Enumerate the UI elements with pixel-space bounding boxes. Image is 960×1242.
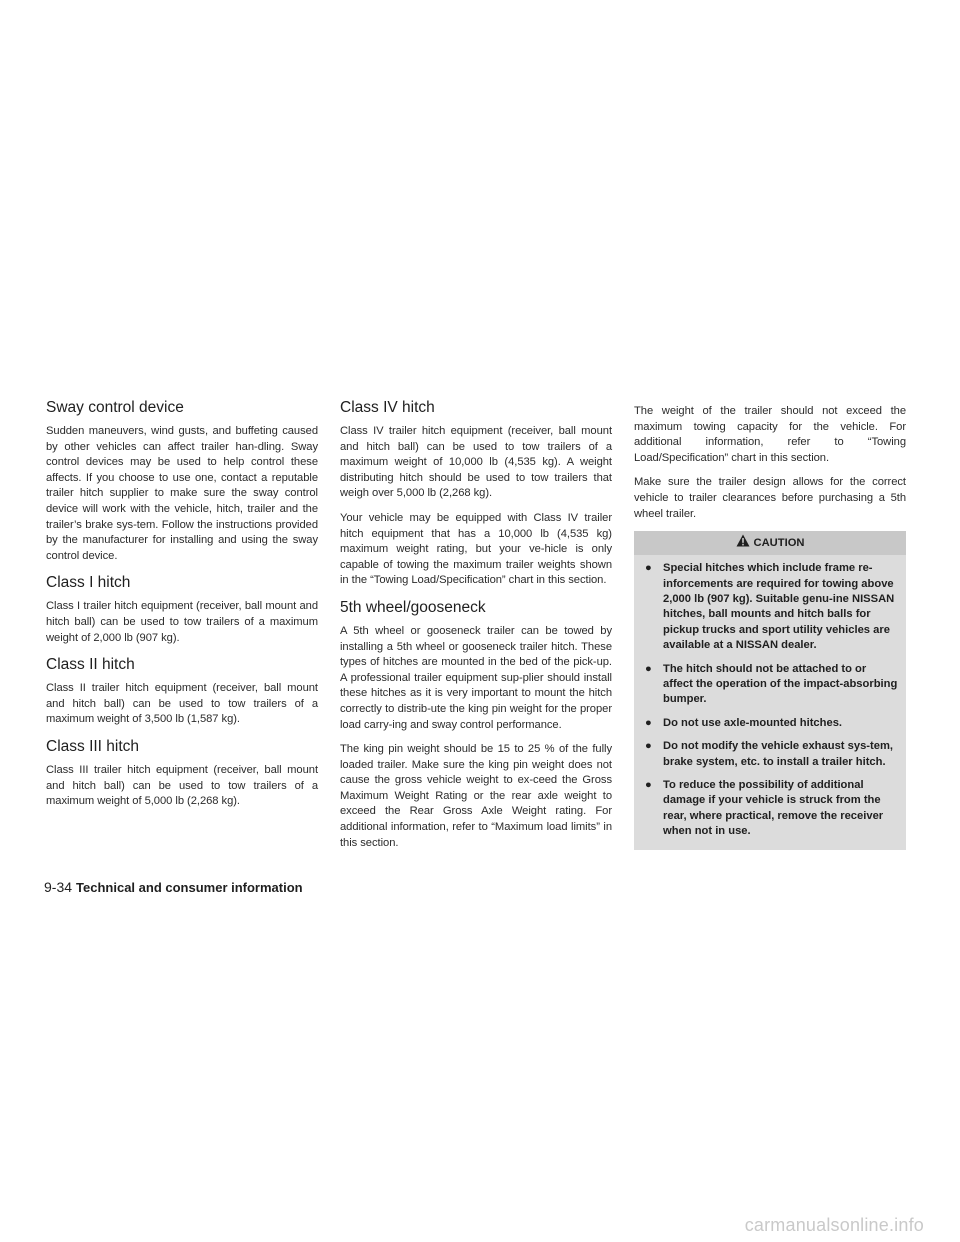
heading-class-3: Class III hitch	[46, 737, 140, 755]
caution-header	[634, 531, 906, 555]
paragraph-trailer-design: Make sure the trailer design allows for the correct vehicle to trailer clearances before purchasing a 5th wheel trailer.	[634, 476, 906, 520]
paragraph-5th-wheel-a: A 5th wheel or gooseneck trailer can be towed by installing a 5th wheel or gooseneck trailer hitch. These types of hitches are mounted in the bed of the pick-up. A professional trailer equipment sup-plier should install these hitches as it is very important to mount the hitch correctly to distrib-ute the king pin weight for the proper load carry-ing and sway control performance.	[340, 624, 612, 731]
bullet-icon: ●	[645, 740, 652, 753]
section-class-1	[46, 573, 318, 646]
bullet-icon: ●	[645, 716, 652, 729]
heading-sway-control: Sway control device	[46, 399, 184, 416]
section-sway-control	[46, 398, 318, 564]
section-class-3	[46, 737, 318, 810]
bullet-icon: ●	[645, 662, 652, 675]
caution-item	[642, 739, 898, 770]
paragraph-class-2: Class II trailer hitch equipment (receiver, ball mount and hitch ball) can be used to tow trailers of a maximum weight of 3,500 lb (1,587 kg).	[46, 682, 318, 726]
caution-box	[634, 531, 906, 850]
caution-item-text: To reduce the possibility of additional damage if your vehicle is struck from the rear, where practical, remove the receiver when not in use.	[663, 779, 884, 838]
caution-item	[642, 778, 898, 840]
heading-class-2: Class II hitch	[46, 656, 135, 674]
paragraph-trailer-weight: The weight of the trailer should not exceed the maximum towing capacity for the vehicle. For additional information, refer to “Towing Load/Specification” chart in this section.	[634, 405, 906, 464]
watermark: carmanualsonline.info	[744, 1215, 924, 1235]
caution-item-text: Special hitches which include frame re-inforcements are required for towing above 2,000 lb (907 kg). Suitable genu-ine NISSAN hitches, ball mounts and hitch balls for pickup trucks and sport utility vehicles are available at a NISSAN dealer.	[663, 562, 895, 652]
caution-item	[642, 561, 898, 653]
heading-class-1: Class I hitch	[46, 574, 131, 592]
caution-item-text: The hitch should not be attached to or affect the operation of the impact-absorbing bumper.	[663, 662, 898, 706]
section-5th-wheel	[340, 598, 612, 851]
section-class-2	[46, 655, 318, 728]
page-number: 9-34	[44, 879, 73, 895]
paragraph-class-4-a: Class IV trailer hitch equipment (receiver, ball mount and hitch ball) can be used to tow trailers of a maximum weight of 10,000 lb (4,535 kg). A weight distributing hitch should be used to tow trailers that weigh over 5,000 lb (2,268 kg).	[340, 425, 612, 500]
section-class-4	[340, 398, 612, 589]
paragraph-class-3: Class III trailer hitch equipment (receiver, ball mount and hitch ball) can be used to tow trailers of a maximum weight of 5,000 lb (2,268 kg).	[46, 763, 318, 808]
heading-5th-wheel: 5th wheel/gooseneck	[340, 598, 486, 616]
caution-title: CAUTION	[753, 537, 805, 550]
bullet-icon: ●	[645, 779, 652, 792]
caution-item	[642, 716, 898, 731]
caution-list	[642, 561, 898, 840]
paragraph-class-1: Class I trailer hitch equipment (receiver, ball mount and hitch ball) can be used to tow trailers of a maximum weight of 2,000 lb (907 kg).	[46, 600, 318, 644]
paragraph-sway-control: Sudden maneuvers, wind gusts, and buffeting caused by other vehicles can affect trailer han-dling. Sway control devices may be used to help control these affects. If you choose to use one, contact a reputable trailer hitch supplier to make sure the sway control device will work with the vehicle, hitch, trailer and the trailer’s brake sys-tem. Follow the instructions provided by the manufacturer for installing and using the sway control device.	[46, 425, 318, 562]
column-left	[46, 398, 318, 819]
warning-triangle-icon	[736, 534, 750, 552]
heading-class-4: Class IV hitch	[340, 399, 435, 416]
column-middle	[340, 398, 612, 860]
paragraph-class-4-b: Your vehicle may be equipped with Class IV trailer hitch equipment that has a 10,000 lb (4,535 kg) maximum weight rating, but your ve-hicle is only capable of towing the maximum trailer weights shown in the “Towing Load/Specification” chart in this section.	[340, 511, 612, 587]
page-footer	[44, 879, 303, 895]
paragraph-5th-wheel-b: The king pin weight should be 15 to 25 % of the fully loaded trailer. Make sure the king pin weight does not cause the gross vehicle weight to ex-ceed the Gross Maximum Weight Rating or the rear axle weight to exceed the Rear Gross Axle Weight rating. For additional information, refer to “Maximum load limits” in this section.	[340, 743, 612, 849]
footer-section-title: Technical and consumer information	[76, 880, 303, 895]
caution-item-text: Do not use axle-mounted hitches.	[663, 716, 843, 729]
column-right	[634, 404, 906, 850]
caution-item-text: Do not modify the vehicle exhaust sys-tem, brake system, etc. to install a trailer hitch.	[663, 740, 894, 768]
bullet-icon: ●	[645, 562, 652, 575]
caution-item	[642, 662, 898, 708]
